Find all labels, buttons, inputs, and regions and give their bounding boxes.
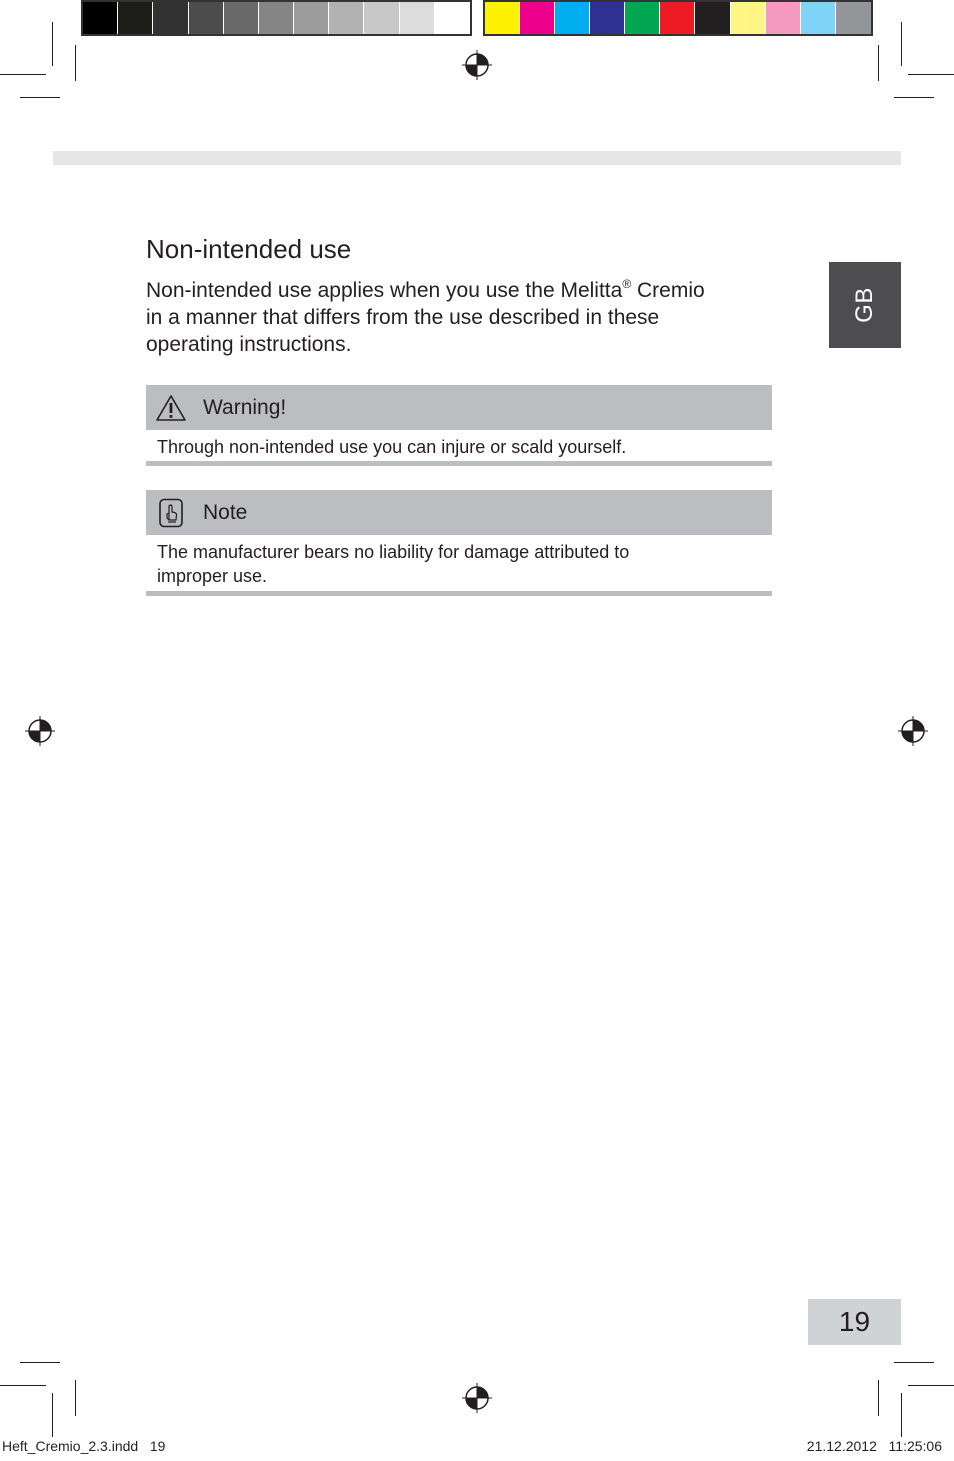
color-swatch xyxy=(294,2,329,34)
color-swatch xyxy=(400,2,435,34)
slug-datetime: 21.12.2012 11:25:06 xyxy=(806,1438,942,1454)
intro-line1-after: Cremio xyxy=(631,279,705,302)
warning-triangle-icon xyxy=(155,393,187,423)
crop-mark xyxy=(52,22,53,66)
registered-mark: ® xyxy=(622,277,632,291)
intro-line2: in a manner that differs from the use described in these xyxy=(146,306,660,329)
warning-bottom-rule xyxy=(146,461,772,466)
crop-mark xyxy=(908,1385,954,1386)
color-bar xyxy=(483,0,873,36)
hand-pointing-icon xyxy=(155,498,187,528)
note-title: Note xyxy=(203,500,248,524)
color-swatch xyxy=(520,2,555,34)
note-text-line1: The manufacturer bears no liability for damage attributed to xyxy=(157,542,630,562)
crop-mark xyxy=(52,1393,53,1437)
color-swatch xyxy=(555,2,590,34)
color-swatch xyxy=(435,2,470,34)
color-swatch xyxy=(224,2,259,34)
crop-mark xyxy=(0,74,46,75)
page-number: 19 xyxy=(808,1299,901,1345)
color-swatch xyxy=(364,2,399,34)
crop-mark xyxy=(894,97,934,98)
registration-mark-icon xyxy=(898,716,928,746)
color-swatch xyxy=(801,2,836,34)
warning-title: Warning! xyxy=(203,395,287,419)
color-swatch xyxy=(329,2,364,34)
color-swatch xyxy=(625,2,660,34)
crop-mark xyxy=(20,1362,60,1363)
crop-mark xyxy=(894,1362,934,1363)
intro-line3: operating instructions. xyxy=(146,333,352,356)
crop-mark xyxy=(75,45,76,81)
crop-mark xyxy=(901,22,902,66)
note-text-line2: improper use. xyxy=(157,566,268,586)
color-swatch xyxy=(660,2,695,34)
color-swatch xyxy=(153,2,188,34)
crop-mark xyxy=(908,74,954,75)
registration-mark-icon xyxy=(462,50,492,80)
warning-header xyxy=(146,385,772,430)
color-swatch xyxy=(189,2,224,34)
section-heading: Non-intended use xyxy=(146,234,352,264)
slug-filename: Heft_Cremio_2.3.indd 19 xyxy=(2,1438,166,1454)
note-header xyxy=(146,490,772,535)
warning-text: Through non-intended use you can injure or scald yourself. xyxy=(157,437,627,457)
color-swatch xyxy=(259,2,294,34)
note-text xyxy=(146,535,772,588)
registration-mark-icon xyxy=(462,1383,492,1413)
intro-paragraph xyxy=(146,277,776,358)
crop-mark xyxy=(901,1393,902,1437)
grayscale-bar xyxy=(81,0,472,36)
header-band xyxy=(53,151,901,165)
language-tab xyxy=(829,262,901,348)
crop-mark xyxy=(75,1380,76,1416)
color-swatch xyxy=(695,2,730,34)
crop-mark xyxy=(878,1380,879,1416)
note-bottom-rule xyxy=(146,591,772,596)
color-swatch xyxy=(118,2,153,34)
color-swatch xyxy=(836,2,871,34)
color-swatch xyxy=(485,2,520,34)
crop-mark xyxy=(878,45,879,81)
crop-mark xyxy=(0,1385,46,1386)
color-swatch xyxy=(731,2,766,34)
note-box xyxy=(146,490,772,596)
color-swatch xyxy=(590,2,625,34)
language-tab-label: GB xyxy=(851,287,878,323)
intro-line1-before: Non-intended use applies when you use the Melitta xyxy=(146,279,623,302)
color-swatch xyxy=(766,2,801,34)
registration-mark-icon xyxy=(25,716,55,746)
color-swatch xyxy=(83,2,118,34)
crop-mark xyxy=(20,97,60,98)
warning-box xyxy=(146,385,772,467)
